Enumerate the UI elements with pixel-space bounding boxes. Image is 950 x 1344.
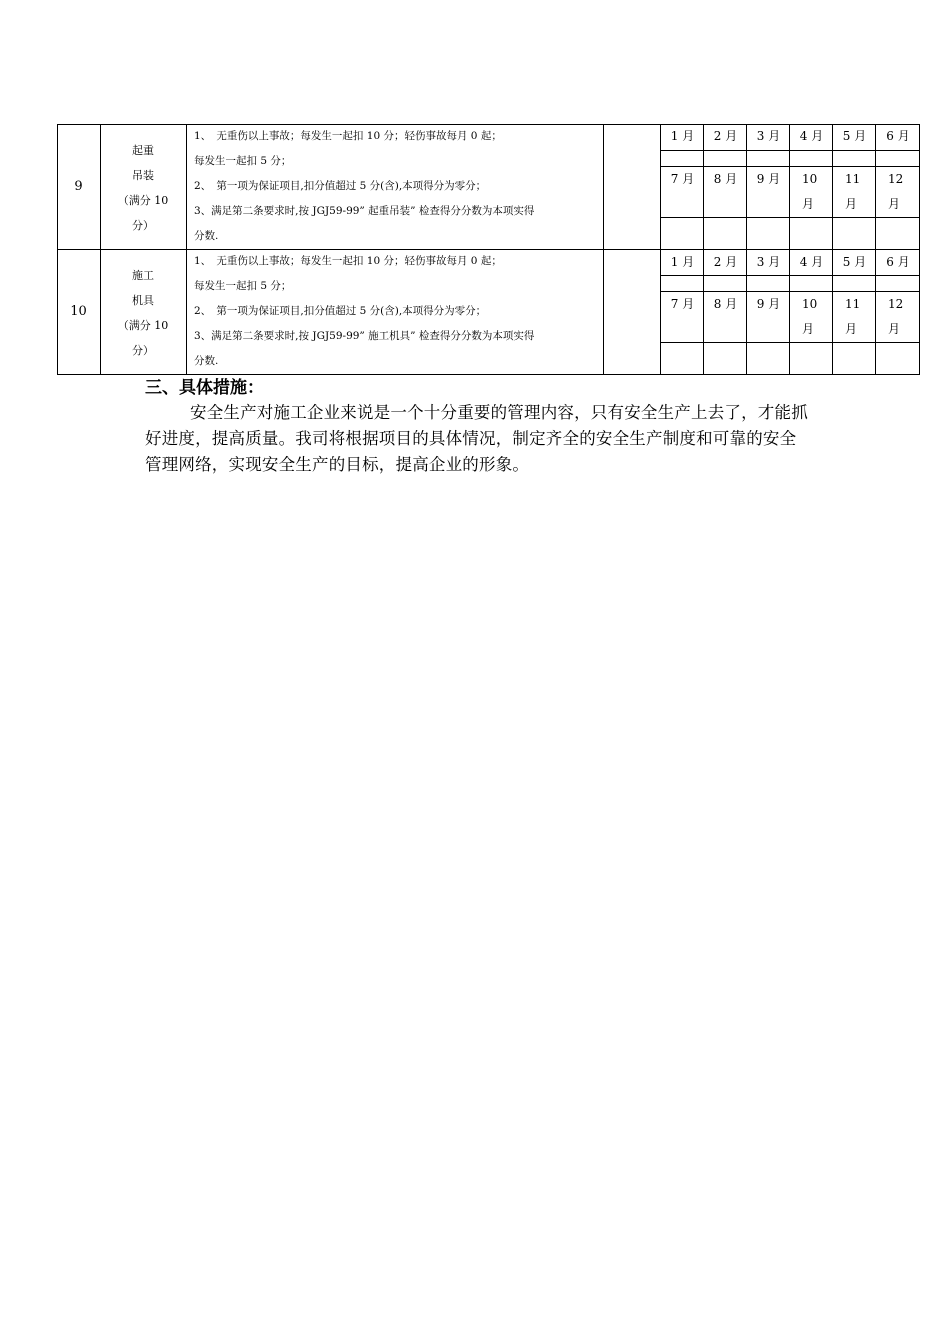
row-9-number: 9 bbox=[74, 179, 83, 194]
column-divider bbox=[100, 124, 101, 375]
month-column-divider bbox=[875, 124, 876, 375]
row-10-month-4: 4 月 bbox=[799, 255, 824, 269]
row-10-month-8: 8 月 bbox=[713, 297, 738, 311]
score-table bbox=[57, 124, 920, 375]
column-divider bbox=[186, 124, 187, 375]
row-10-number: 10 bbox=[70, 304, 87, 319]
month-grid-line bbox=[660, 342, 920, 343]
row-9-month-1: 1 月 bbox=[670, 129, 695, 143]
row-9-month-12: 12 月 bbox=[888, 172, 904, 211]
month-grid-line bbox=[660, 217, 920, 218]
month-grid-line bbox=[660, 150, 920, 151]
column-divider bbox=[603, 124, 604, 375]
month-grid-line bbox=[660, 275, 920, 276]
row-10-month-9: 9 月 bbox=[756, 297, 781, 311]
row-9-rules: 1、 无重伤以上事故；每发生一起扣 10 分；轻伤事故每月 0 起； 每发生一起扣 5 分； 2、 第一项为保证项目,扣分值超过 5 分(含),本项得分为零分； 3、满足第二条要求时,按 JGJ59-99” 起重吊装” 检查得分分数为本项实得 分数. bbox=[194, 130, 535, 242]
month-column-divider bbox=[746, 124, 747, 375]
row-10-month-5: 5 月 bbox=[842, 255, 867, 269]
row-10-month-2: 2 月 bbox=[713, 255, 738, 269]
row-9-month-2: 2 月 bbox=[713, 129, 738, 143]
row-9-month-7: 7 月 bbox=[670, 172, 695, 186]
month-column-divider bbox=[789, 124, 790, 375]
row-10-month-10: 10 月 bbox=[802, 297, 818, 336]
row-10-month-12: 12 月 bbox=[888, 297, 904, 336]
month-grid-line bbox=[660, 166, 920, 167]
row-9-month-6: 6 月 bbox=[886, 129, 910, 143]
table-border-right bbox=[919, 124, 920, 375]
row-10-month-1: 1 月 bbox=[670, 255, 695, 269]
row-10-rules: 1、 无重伤以上事故；每发生一起扣 10 分；轻伤事故每月 0 起； 每发生一起扣 5 分； 2、 第一项为保证项目,扣分值超过 5 分(含),本项得分为零分； 3、满足第二条要求时,按 JGJ59-99” 施工机具” 检查得分分数为本项实得 分数. bbox=[194, 255, 535, 367]
row-9-month-8: 8 月 bbox=[713, 172, 738, 186]
row-9-month-9: 9 月 bbox=[756, 172, 781, 186]
column-divider bbox=[660, 124, 661, 375]
month-column-divider bbox=[703, 124, 704, 375]
month-grid-line bbox=[660, 291, 920, 292]
row-10-month-11: 11 月 bbox=[845, 297, 861, 336]
row-10-month-6: 6 月 bbox=[886, 255, 910, 269]
month-column-divider bbox=[832, 124, 833, 375]
row-9-month-5: 5 月 bbox=[842, 129, 867, 143]
row-9-month-4: 4 月 bbox=[799, 129, 824, 143]
row-10-category: 施工 机具 （满分 10 分） bbox=[117, 269, 169, 357]
section-heading: 三、具体措施： bbox=[145, 378, 264, 398]
row-9-month-11: 11 月 bbox=[845, 172, 861, 211]
row-9-category: 起重 吊装 （满分 10 分） bbox=[117, 144, 169, 232]
row-10-month-7: 7 月 bbox=[670, 297, 695, 311]
table-border-left bbox=[57, 124, 58, 375]
row-9-month-10: 10 月 bbox=[802, 172, 818, 211]
row-9-month-3: 3 月 bbox=[756, 129, 781, 143]
row-10-month-3: 3 月 bbox=[756, 255, 781, 269]
section-paragraph: 安全生产对施工企业来说是一个十分重要的管理内容，只有安全生产上去了，才能抓好进度，提高质量。我司将根据项目的具体情况，制定齐全的安全生产制度和可靠的安全管理网络，实现安全生产的目标，提高企业的形象。 bbox=[145, 403, 808, 474]
